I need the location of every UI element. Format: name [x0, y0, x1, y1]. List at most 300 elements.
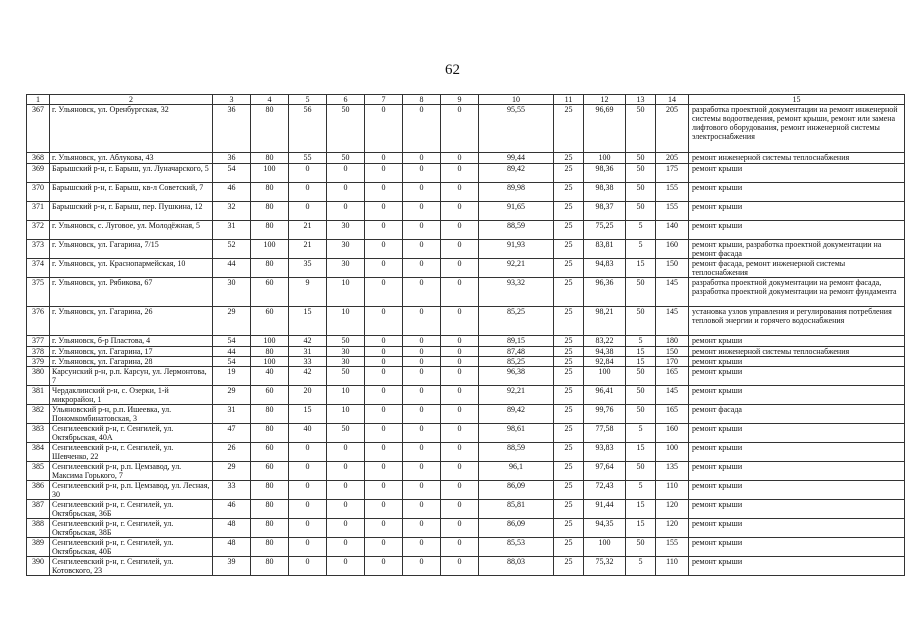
value-cell: 50 — [626, 278, 656, 307]
row-number-cell: 367 — [27, 105, 50, 153]
value-cell: 25 — [554, 278, 584, 307]
value-cell: 56 — [289, 105, 327, 153]
value-cell: 50 — [327, 153, 365, 164]
value-cell: 88,59 — [479, 443, 554, 462]
value-cell: 155 — [656, 202, 689, 221]
table-row — [27, 221, 905, 240]
value-cell: 50 — [626, 538, 656, 557]
value-cell: 0 — [441, 386, 479, 405]
value-cell: 0 — [327, 202, 365, 221]
value-cell: 5 — [626, 240, 656, 259]
value-cell: 86,09 — [479, 519, 554, 538]
work-type-cell: ремонт крыши — [689, 164, 905, 183]
address-cell: г. Ульяновск, с. Луговое, ул. Молодёжная, 5 — [50, 221, 213, 240]
row-number-cell: 379 — [27, 357, 50, 367]
value-cell: 93,32 — [479, 278, 554, 307]
value-cell: 29 — [213, 462, 251, 481]
value-cell: 0 — [327, 538, 365, 557]
value-cell: 25 — [554, 357, 584, 367]
value-cell: 25 — [554, 462, 584, 481]
value-cell: 94,35 — [584, 519, 626, 538]
value-cell: 80 — [251, 202, 289, 221]
address-cell: Сенгилеевский р-н, г. Сенгилей, ул. Октябрьская, 36Б — [50, 500, 213, 519]
value-cell: 0 — [289, 538, 327, 557]
value-cell: 48 — [213, 519, 251, 538]
value-cell: 80 — [251, 153, 289, 164]
value-cell: 180 — [656, 336, 689, 347]
value-cell: 0 — [289, 164, 327, 183]
value-cell: 80 — [251, 183, 289, 202]
table-row — [27, 443, 905, 462]
value-cell: 52 — [213, 240, 251, 259]
row-number-cell: 388 — [27, 519, 50, 538]
value-cell: 15 — [626, 347, 656, 357]
value-cell: 0 — [327, 557, 365, 576]
value-cell: 92,21 — [479, 259, 554, 278]
work-type-cell: ремонт крыши — [689, 336, 905, 347]
value-cell: 54 — [213, 164, 251, 183]
value-cell: 0 — [365, 347, 403, 357]
value-cell: 0 — [365, 405, 403, 424]
value-cell: 91,93 — [479, 240, 554, 259]
value-cell: 0 — [365, 240, 403, 259]
value-cell: 75,25 — [584, 221, 626, 240]
address-cell: г. Ульяновск, ул. Гагарина, 17 — [50, 347, 213, 357]
work-type-cell: ремонт крыши, разработка проектной документации на ремонт фасада — [689, 240, 905, 259]
value-cell: 0 — [403, 462, 441, 481]
column-number-header: 8 — [403, 95, 441, 105]
work-type-cell: ремонт инженерной системы теплоснабжения — [689, 347, 905, 357]
column-number-header: 10 — [479, 95, 554, 105]
value-cell: 15 — [289, 405, 327, 424]
row-number-cell: 374 — [27, 259, 50, 278]
column-number-header: 5 — [289, 95, 327, 105]
value-cell: 33 — [213, 481, 251, 500]
value-cell: 29 — [213, 307, 251, 336]
value-cell: 25 — [554, 424, 584, 443]
value-cell: 39 — [213, 557, 251, 576]
value-cell: 25 — [554, 519, 584, 538]
value-cell: 80 — [251, 557, 289, 576]
value-cell: 48 — [213, 538, 251, 557]
work-type-cell: разработка проектной документации на ремонт инженерной системы водоотведения, ремонт крыши, ремонт или замена лифтового оборудования, ремонт инженерной системы электроснабжения — [689, 105, 905, 153]
value-cell: 0 — [365, 164, 403, 183]
value-cell: 30 — [327, 347, 365, 357]
value-cell: 21 — [289, 240, 327, 259]
value-cell: 0 — [403, 557, 441, 576]
value-cell: 25 — [554, 221, 584, 240]
value-cell: 0 — [365, 105, 403, 153]
row-number-cell: 369 — [27, 164, 50, 183]
value-cell: 85,53 — [479, 538, 554, 557]
work-type-cell: ремонт крыши — [689, 462, 905, 481]
value-cell: 0 — [365, 307, 403, 336]
value-cell: 19 — [213, 367, 251, 386]
value-cell: 60 — [251, 386, 289, 405]
address-cell: г. Ульяновск, ул. Рябикова, 67 — [50, 278, 213, 307]
value-cell: 94,83 — [584, 259, 626, 278]
value-cell: 0 — [403, 336, 441, 347]
work-type-cell: ремонт крыши — [689, 367, 905, 386]
value-cell: 85,25 — [479, 307, 554, 336]
value-cell: 98,38 — [584, 183, 626, 202]
work-type-cell: ремонт крыши — [689, 202, 905, 221]
value-cell: 175 — [656, 164, 689, 183]
row-number-cell: 385 — [27, 462, 50, 481]
value-cell: 95,55 — [479, 105, 554, 153]
value-cell: 80 — [251, 481, 289, 500]
table-row — [27, 538, 905, 557]
value-cell: 98,36 — [584, 164, 626, 183]
value-cell: 96,41 — [584, 386, 626, 405]
value-cell: 99,44 — [479, 153, 554, 164]
value-cell: 100 — [251, 357, 289, 367]
row-number-cell: 389 — [27, 538, 50, 557]
row-number-cell: 390 — [27, 557, 50, 576]
address-cell: г. Ульяновск, ул. Гагарина, 28 — [50, 357, 213, 367]
value-cell: 0 — [365, 357, 403, 367]
value-cell: 80 — [251, 538, 289, 557]
value-cell: 0 — [365, 183, 403, 202]
value-cell: 0 — [327, 164, 365, 183]
value-cell: 135 — [656, 462, 689, 481]
value-cell: 46 — [213, 183, 251, 202]
value-cell: 91,44 — [584, 500, 626, 519]
value-cell: 0 — [441, 202, 479, 221]
work-type-cell: ремонт крыши — [689, 183, 905, 202]
value-cell: 120 — [656, 500, 689, 519]
value-cell: 42 — [289, 367, 327, 386]
value-cell: 92,21 — [479, 386, 554, 405]
value-cell: 0 — [365, 367, 403, 386]
value-cell: 80 — [251, 500, 289, 519]
value-cell: 93,83 — [584, 443, 626, 462]
row-number-cell: 387 — [27, 500, 50, 519]
value-cell: 0 — [403, 347, 441, 357]
address-cell: г. Ульяновск, ул. Оренбургская, 32 — [50, 105, 213, 153]
value-cell: 15 — [626, 443, 656, 462]
value-cell: 80 — [251, 347, 289, 357]
table-row — [27, 557, 905, 576]
value-cell: 0 — [365, 259, 403, 278]
value-cell: 50 — [327, 424, 365, 443]
value-cell: 0 — [403, 153, 441, 164]
value-cell: 100 — [584, 153, 626, 164]
value-cell: 97,64 — [584, 462, 626, 481]
value-cell: 0 — [327, 519, 365, 538]
address-cell: Сенгилеевский р-н, г. Сенгилей, ул. Шевченко, 22 — [50, 443, 213, 462]
value-cell: 9 — [289, 278, 327, 307]
address-cell: Сенгилеевский р-н, р.п. Цемзавод, ул. Лесная, 30 — [50, 481, 213, 500]
value-cell: 100 — [251, 240, 289, 259]
row-number-cell: 382 — [27, 405, 50, 424]
value-cell: 87,48 — [479, 347, 554, 357]
value-cell: 40 — [251, 367, 289, 386]
value-cell: 29 — [213, 386, 251, 405]
value-cell: 25 — [554, 443, 584, 462]
value-cell: 47 — [213, 424, 251, 443]
column-number-header: 9 — [441, 95, 479, 105]
value-cell: 0 — [441, 347, 479, 357]
table-row — [27, 278, 905, 307]
value-cell: 0 — [441, 557, 479, 576]
value-cell: 30 — [327, 259, 365, 278]
value-cell: 0 — [327, 500, 365, 519]
column-number-header: 7 — [365, 95, 403, 105]
value-cell: 89,42 — [479, 164, 554, 183]
table-row — [27, 240, 905, 259]
value-cell: 31 — [289, 347, 327, 357]
address-cell: г. Ульяновск, б-р Пластова, 4 — [50, 336, 213, 347]
value-cell: 0 — [441, 336, 479, 347]
value-cell: 25 — [554, 405, 584, 424]
value-cell: 80 — [251, 221, 289, 240]
work-type-cell: ремонт крыши — [689, 386, 905, 405]
value-cell: 25 — [554, 164, 584, 183]
value-cell: 0 — [403, 500, 441, 519]
value-cell: 0 — [403, 259, 441, 278]
table-row — [27, 519, 905, 538]
address-cell: Сенгилеевский р-н, г. Сенгилей, ул. Октябрьская, 40А — [50, 424, 213, 443]
value-cell: 5 — [626, 221, 656, 240]
value-cell: 31 — [213, 221, 251, 240]
address-cell: Сенгилеевский р-н, г. Сенгилей, ул. Котовского, 23 — [50, 557, 213, 576]
value-cell: 100 — [656, 443, 689, 462]
value-cell: 10 — [327, 386, 365, 405]
column-number-header: 3 — [213, 95, 251, 105]
value-cell: 0 — [365, 481, 403, 500]
row-number-cell: 386 — [27, 481, 50, 500]
value-cell: 50 — [626, 164, 656, 183]
value-cell: 15 — [289, 307, 327, 336]
value-cell: 0 — [403, 367, 441, 386]
value-cell: 160 — [656, 424, 689, 443]
value-cell: 83,22 — [584, 336, 626, 347]
value-cell: 205 — [656, 105, 689, 153]
value-cell: 25 — [554, 202, 584, 221]
value-cell: 50 — [626, 153, 656, 164]
value-cell: 5 — [626, 481, 656, 500]
value-cell: 15 — [626, 500, 656, 519]
value-cell: 44 — [213, 259, 251, 278]
value-cell: 150 — [656, 259, 689, 278]
value-cell: 0 — [403, 278, 441, 307]
value-cell: 26 — [213, 443, 251, 462]
address-cell: Барышский р-н, г. Барыш, пер. Пушкина, 12 — [50, 202, 213, 221]
value-cell: 25 — [554, 259, 584, 278]
value-cell: 25 — [554, 347, 584, 357]
value-cell: 96,38 — [479, 367, 554, 386]
value-cell: 98,37 — [584, 202, 626, 221]
value-cell: 0 — [441, 259, 479, 278]
value-cell: 0 — [403, 443, 441, 462]
row-number-cell: 383 — [27, 424, 50, 443]
value-cell: 32 — [213, 202, 251, 221]
value-cell: 0 — [403, 105, 441, 153]
value-cell: 25 — [554, 538, 584, 557]
column-number-header: 2 — [50, 95, 213, 105]
table-row — [27, 405, 905, 424]
value-cell: 0 — [403, 538, 441, 557]
value-cell: 0 — [327, 183, 365, 202]
value-cell: 35 — [289, 259, 327, 278]
table-row — [27, 424, 905, 443]
value-cell: 110 — [656, 481, 689, 500]
value-cell: 0 — [441, 164, 479, 183]
value-cell: 145 — [656, 278, 689, 307]
address-cell: г. Ульяновск, ул. Аблукова, 43 — [50, 153, 213, 164]
row-number-cell: 380 — [27, 367, 50, 386]
value-cell: 99,76 — [584, 405, 626, 424]
column-number-header: 14 — [656, 95, 689, 105]
value-cell: 140 — [656, 221, 689, 240]
value-cell: 30 — [327, 357, 365, 367]
value-cell: 100 — [584, 538, 626, 557]
address-cell: Карсунский р-н, р.п. Карсун, ул. Лермонтова, 7 — [50, 367, 213, 386]
address-cell: Сенгилеевский р-н, р.п. Цемзавод, ул. Максима Горького, 7 — [50, 462, 213, 481]
work-type-cell: ремонт фасада, ремонт инженерной системы теплоснабжения — [689, 259, 905, 278]
housing-register-table — [26, 94, 905, 576]
value-cell: 0 — [403, 357, 441, 367]
value-cell: 36 — [213, 153, 251, 164]
value-cell: 0 — [327, 481, 365, 500]
value-cell: 0 — [441, 500, 479, 519]
value-cell: 89,15 — [479, 336, 554, 347]
value-cell: 0 — [403, 519, 441, 538]
work-type-cell: ремонт крыши — [689, 481, 905, 500]
value-cell: 0 — [441, 443, 479, 462]
row-number-cell: 368 — [27, 153, 50, 164]
table-row — [27, 347, 905, 357]
value-cell: 0 — [441, 105, 479, 153]
column-number-header: 15 — [689, 95, 905, 105]
address-cell: Сенгилеевский р-н, г. Сенгилей, ул. Октябрьская, 38Б — [50, 519, 213, 538]
value-cell: 10 — [327, 405, 365, 424]
value-cell: 36 — [213, 105, 251, 153]
value-cell: 145 — [656, 386, 689, 405]
value-cell: 0 — [403, 386, 441, 405]
row-number-cell: 373 — [27, 240, 50, 259]
work-type-cell: ремонт крыши — [689, 538, 905, 557]
value-cell: 25 — [554, 557, 584, 576]
table-row — [27, 386, 905, 405]
value-cell: 0 — [441, 538, 479, 557]
value-cell: 50 — [327, 336, 365, 347]
value-cell: 0 — [365, 221, 403, 240]
value-cell: 96,1 — [479, 462, 554, 481]
table-header-row — [27, 95, 905, 105]
value-cell: 0 — [365, 462, 403, 481]
value-cell: 0 — [365, 500, 403, 519]
value-cell: 54 — [213, 357, 251, 367]
value-cell: 5 — [626, 557, 656, 576]
value-cell: 25 — [554, 183, 584, 202]
value-cell: 25 — [554, 367, 584, 386]
value-cell: 0 — [441, 424, 479, 443]
work-type-cell: установка узлов управления и регулирования потребления тепловой энергии и горячего водоснабжения — [689, 307, 905, 336]
value-cell: 21 — [289, 221, 327, 240]
value-cell: 60 — [251, 307, 289, 336]
value-cell: 83,81 — [584, 240, 626, 259]
value-cell: 25 — [554, 105, 584, 153]
value-cell: 15 — [626, 519, 656, 538]
value-cell: 0 — [441, 462, 479, 481]
value-cell: 10 — [327, 278, 365, 307]
value-cell: 0 — [441, 367, 479, 386]
value-cell: 205 — [656, 153, 689, 164]
value-cell: 110 — [656, 557, 689, 576]
value-cell: 75,32 — [584, 557, 626, 576]
value-cell: 30 — [213, 278, 251, 307]
value-cell: 0 — [365, 336, 403, 347]
value-cell: 155 — [656, 183, 689, 202]
value-cell: 0 — [403, 405, 441, 424]
table-row — [27, 481, 905, 500]
value-cell: 72,43 — [584, 481, 626, 500]
value-cell: 20 — [289, 386, 327, 405]
table-row — [27, 336, 905, 347]
value-cell: 50 — [626, 367, 656, 386]
value-cell: 0 — [441, 357, 479, 367]
table-row — [27, 259, 905, 278]
column-number-header: 12 — [584, 95, 626, 105]
table-row — [27, 202, 905, 221]
value-cell: 0 — [441, 278, 479, 307]
value-cell: 0 — [289, 462, 327, 481]
value-cell: 30 — [327, 240, 365, 259]
value-cell: 150 — [656, 347, 689, 357]
value-cell: 0 — [441, 240, 479, 259]
address-cell: Сенгилеевский р-н, г. Сенгилей, ул. Октябрьская, 40Б — [50, 538, 213, 557]
row-number-cell: 375 — [27, 278, 50, 307]
value-cell: 88,59 — [479, 221, 554, 240]
value-cell: 50 — [327, 105, 365, 153]
work-type-cell: ремонт крыши — [689, 500, 905, 519]
value-cell: 96,69 — [584, 105, 626, 153]
value-cell: 0 — [403, 481, 441, 500]
value-cell: 85,81 — [479, 500, 554, 519]
value-cell: 100 — [584, 367, 626, 386]
value-cell: 0 — [289, 443, 327, 462]
address-cell: Барышский р-н, г. Барыш, ул. Луначарского, 5 — [50, 164, 213, 183]
value-cell: 100 — [251, 336, 289, 347]
column-number-header: 11 — [554, 95, 584, 105]
work-type-cell: ремонт крыши — [689, 357, 905, 367]
row-number-cell: 378 — [27, 347, 50, 357]
value-cell: 25 — [554, 500, 584, 519]
value-cell: 0 — [441, 153, 479, 164]
value-cell: 77,58 — [584, 424, 626, 443]
value-cell: 98,21 — [584, 307, 626, 336]
table-row — [27, 357, 905, 367]
address-cell: Барышский р-н, г. Барыш, кв-л Советский, 7 — [50, 183, 213, 202]
value-cell: 0 — [327, 443, 365, 462]
value-cell: 0 — [403, 240, 441, 259]
value-cell: 160 — [656, 240, 689, 259]
value-cell: 25 — [554, 481, 584, 500]
value-cell: 54 — [213, 336, 251, 347]
work-type-cell: ремонт крыши — [689, 424, 905, 443]
table-row — [27, 367, 905, 386]
table-row — [27, 153, 905, 164]
value-cell: 80 — [251, 259, 289, 278]
value-cell: 30 — [327, 221, 365, 240]
value-cell: 0 — [365, 424, 403, 443]
value-cell: 5 — [626, 336, 656, 347]
value-cell: 0 — [403, 164, 441, 183]
value-cell: 98,61 — [479, 424, 554, 443]
value-cell: 0 — [289, 519, 327, 538]
